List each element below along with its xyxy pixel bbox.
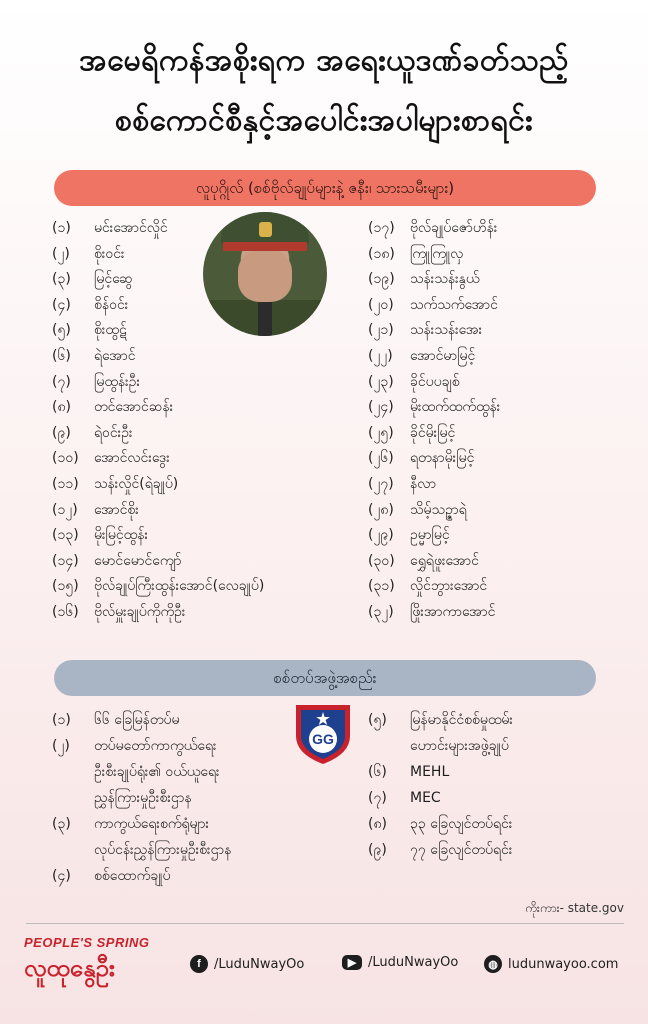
item-name: စစ်ထောက်ချုပ် [94, 868, 171, 884]
item-number: (၇) [368, 790, 387, 806]
item-name: ဖြိုးအာကာအောင် [410, 604, 496, 620]
item-name: သန်းသန်းနွယ် [410, 271, 480, 288]
entity-list-item [52, 814, 209, 834]
logo-top-text: PEOPLE'S SPRING [24, 935, 150, 950]
item-name: သက်သက်အောင် [410, 296, 498, 313]
item-name: နီလာ [410, 476, 437, 492]
entity-list-item [52, 762, 220, 782]
item-number: (၂၅) [368, 424, 394, 441]
entity-list-item [52, 736, 217, 756]
individual-list-item [368, 602, 495, 622]
item-number: (၃) [52, 816, 71, 832]
item-name: မြင့်ဆွေ [94, 271, 133, 288]
individual-list-item [52, 269, 133, 289]
item-number: (၃၀) [368, 552, 395, 569]
individuals-heading: လူပုဂ္ဂိုလ် (စစ်ဗိုလ်ချုပ်များနဲ့ ဇနီး၊ သားသမီးများ) [54, 170, 596, 206]
individual-list-item [368, 551, 479, 571]
item-number: (၉) [52, 424, 71, 441]
item-name: မြန်မာနိုင်ငံစစ်မှုထမ်း [410, 712, 513, 728]
item-number: (၁၂) [52, 501, 78, 518]
item-number: (၅) [52, 322, 71, 339]
item-number: (၁၈) [368, 245, 395, 262]
item-name: အောင်မာမြင့် [410, 348, 476, 364]
item-name: သန်းသန်းအေး [410, 322, 483, 339]
individual-list-item [52, 602, 185, 622]
globe-icon: ◍ [484, 955, 502, 973]
individual-list-item [368, 500, 467, 520]
shield-text: GG [312, 731, 334, 747]
entity-list-item [52, 710, 180, 730]
item-name: မောင်မောင်ကျော် [94, 552, 182, 569]
item-name: ကာကွယ်ရေးစက်ရုံများ [94, 816, 210, 832]
item-name: မိုးမြင့်ထွန်း [94, 527, 149, 544]
item-number: (၁၆) [52, 604, 79, 620]
individual-list-item [52, 551, 182, 571]
item-name: မင်းအောင်လှိုင် [94, 220, 168, 236]
item-number: (၆) [368, 764, 387, 780]
shield-logo-icon [292, 702, 354, 766]
item-name: မိုးထက်ထက်ထွန်း [410, 399, 501, 416]
item-number: (၁) [52, 712, 71, 728]
title-line-1: အမေရိကန်အစိုးရက အရေးယူဒဏ်ခတ်သည့် [79, 43, 569, 78]
entity-list-item [368, 814, 512, 834]
individual-list-item [368, 448, 474, 468]
item-number: (၂၉) [368, 527, 394, 544]
item-number: (၂၇) [368, 476, 394, 492]
individual-list-item [368, 423, 455, 443]
title-line-2: စစ်ကောင်စီနှင့်အပေါင်းအပါများစာရင်း [114, 103, 534, 138]
individual-list-item [52, 576, 264, 596]
item-name: ဗိုလ်ချုပ်ကြီးထွန်းအောင်(လေချုပ်) [94, 578, 265, 595]
item-number: (၂၄) [368, 399, 394, 416]
item-name: မြထွန်းဦး [94, 373, 141, 390]
individual-list-item [52, 346, 135, 366]
item-number: (၁၀) [52, 450, 79, 467]
individual-list-item [368, 397, 500, 417]
entity-list-item [368, 736, 509, 756]
individual-list-item [368, 244, 463, 264]
footer-divider [26, 923, 624, 924]
peoples-spring-logo [24, 935, 172, 997]
item-name: လှိုင်ဘွားအောင် [410, 578, 488, 595]
individual-list-item [368, 474, 436, 494]
item-name: လုပ်ငန်းညွှန်ကြားမှုဦးစီးဌာန [94, 842, 232, 858]
item-number: (၂၀) [368, 296, 394, 313]
item-number: (၂၃) [368, 373, 394, 390]
item-number: (၂၁) [368, 322, 394, 339]
item-name: ဥမ္မာမြင့် [410, 527, 450, 544]
item-number: (၄) [52, 868, 71, 884]
item-name: ခိုင်မိုးမြင့် [410, 424, 456, 441]
individual-list-item [52, 372, 140, 392]
individual-list-item [52, 218, 168, 238]
source-credit: ကိုးကား- state.gov [525, 901, 624, 915]
individual-list-item [368, 346, 475, 366]
item-number: (၁၁) [52, 476, 79, 492]
facebook-icon: f [190, 955, 208, 973]
item-number: (၃၁) [368, 578, 395, 595]
item-number: (၃၂) [368, 604, 394, 620]
item-name: ဦးစီးချုပ်ရုံး၏ ဝယ်ယူရေး [94, 764, 220, 780]
item-name: ရွှေရဲဖူးအောင် [410, 552, 479, 569]
item-number: (၂) [52, 245, 70, 262]
item-number: (၁) [52, 220, 71, 236]
item-name: ခိုင်ပပချစ် [410, 373, 460, 390]
individual-list-item [368, 576, 487, 596]
item-name: ရဲအောင် [94, 348, 136, 364]
item-name: MEC [410, 790, 441, 806]
item-number: (၂၈) [368, 501, 394, 518]
youtube-link[interactable] [342, 955, 458, 970]
item-name: သန်းလှိုင်(ရဲချုပ်) [94, 476, 179, 492]
individual-list-item [368, 372, 460, 392]
item-name: တပ်မတော်ကာကွယ်ရေး [94, 738, 217, 754]
item-name: ဗိုလ်ချုပ်ဇော်ဟိန်း [410, 220, 498, 236]
individual-list-item [52, 525, 148, 545]
youtube-handle: /LuduNwayOo [368, 955, 459, 970]
item-name: စိုးထွဋ် [94, 322, 127, 339]
item-number: (၇) [52, 373, 71, 390]
item-name: အောင်လင်းဒွေး [94, 450, 170, 467]
item-name: ၃၃ ခြေလျင်တပ်ရင်း [410, 816, 513, 832]
individual-list-item [52, 474, 178, 494]
item-name: ဟောင်းများအဖွဲ့ချုပ် [410, 738, 509, 754]
item-number: (၅) [368, 712, 387, 728]
individual-list-item [52, 423, 133, 443]
item-number: (၈) [52, 399, 71, 416]
item-name: MEHL [410, 764, 450, 780]
item-number: (၁၇) [368, 220, 395, 236]
item-number: (၉) [368, 842, 387, 858]
item-number: (၂၆) [368, 450, 394, 467]
entity-list-item [368, 840, 512, 860]
entity-list-item [368, 762, 449, 782]
logo-bottom-text: လူထုနွေဦး [24, 954, 116, 982]
individual-list-item [368, 320, 482, 340]
item-name: ၇၇ ခြေလျင်တပ်ရင်း [410, 842, 513, 858]
item-name: ညွှန်ကြားမှုဦးစီးဌာန [94, 790, 192, 806]
item-name: စိုးဝင်း [94, 245, 125, 262]
item-number: (၁၅) [52, 578, 79, 595]
website-url: ludunwayoo.com [508, 956, 619, 972]
item-name: တင်အောင်ဆန်း [94, 399, 174, 416]
item-name: သိမ့်သဥ္ဇာရဲ [410, 501, 467, 518]
item-number: (၃) [52, 271, 71, 288]
individual-list-item [52, 244, 125, 264]
individual-list-item [52, 295, 128, 315]
item-number: (၁၄) [52, 552, 79, 569]
item-name: ဗိုလ်မှူးချုပ်ကိုကိုဦး [94, 604, 186, 620]
item-number: (၆) [52, 348, 71, 364]
entity-list-item [52, 866, 170, 886]
item-number: (၂) [52, 738, 70, 754]
item-number: (၂၂) [368, 348, 393, 364]
individual-list-item [368, 525, 450, 545]
individual-list-item [52, 397, 173, 417]
website-link[interactable] [484, 955, 618, 973]
item-number: (၈) [368, 816, 387, 832]
youtube-icon: ▶ [342, 955, 362, 970]
item-name: စိန်ဝင်း [94, 296, 129, 313]
entity-list-item [52, 840, 231, 860]
item-name: ၆၆ ခြေမြန်တပ်မ [94, 712, 180, 728]
entity-list-item [368, 710, 513, 730]
general-portrait [203, 212, 327, 336]
individual-list-item [52, 448, 170, 468]
item-name: ရဲဝင်းဦး [94, 424, 133, 441]
item-number: (၁၉) [368, 271, 395, 288]
item-name: ကြူကြူလှ [410, 245, 464, 262]
individual-list-item [368, 218, 497, 238]
item-name: အောင်စိုး [94, 501, 139, 518]
individual-list-item [52, 320, 127, 340]
item-number: (၄) [52, 296, 71, 313]
entity-list-item [52, 788, 192, 808]
facebook-link[interactable] [190, 955, 304, 973]
individual-list-item [368, 295, 498, 315]
individual-list-item [368, 269, 480, 289]
entities-heading: စစ်တပ်အဖွဲ့အစည်း [54, 660, 596, 696]
entity-list-item [368, 788, 441, 808]
item-number: (၁၃) [52, 527, 79, 544]
item-name: ရတနာမိုးမြင့် [410, 450, 475, 467]
individual-list-item [52, 500, 139, 520]
facebook-handle: /LuduNwayOo [214, 956, 305, 972]
